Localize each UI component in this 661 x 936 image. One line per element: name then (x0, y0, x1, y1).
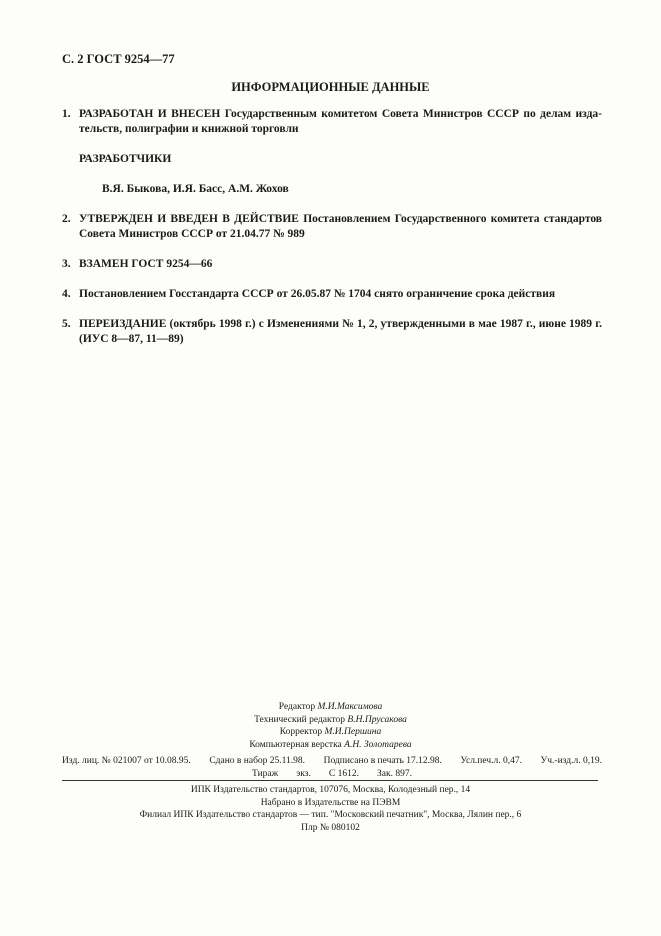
credit-role: Корректор (279, 727, 323, 737)
footer-line: ИПК Издательство стандартов, 107076, Москва, Колодезный пер., 14 (190, 785, 471, 795)
print-sheets: Усл.печ.л. 0,47. (460, 756, 523, 766)
info-item-1 (62, 107, 602, 137)
footer-line: Плр № 080102 (301, 822, 360, 833)
item-number: 5. (62, 318, 71, 330)
item-rest: Постановлением Государственного комитета стандартов Совета Министров СССР от 21.04.77 № 989 (79, 213, 602, 240)
signed-date: Подписано в печать 17.12.98. (323, 756, 442, 766)
circulation-label: Тираж (252, 768, 279, 779)
developers-heading: РАЗРАБОТЧИКИ (79, 153, 172, 165)
footer-line: Филиал ИПК Издательство стандартов — тип. "Московский печатник", Москва, Лялин пер., 6 (139, 810, 522, 820)
info-items (62, 107, 602, 362)
credit-editor (0, 701, 661, 714)
credit-name: М.И.Максимова (317, 702, 383, 712)
item-text (79, 107, 602, 137)
item-text (79, 317, 602, 347)
item-lead: РАЗРАБОТАН И ВНЕСЕН (79, 108, 221, 120)
editorial-credits (0, 701, 661, 751)
publication-line-2 (62, 768, 602, 781)
item-number: 2. (62, 213, 71, 225)
item-rest: (октябрь 1998 г.) с Изменениями № 1, 2, утвержденными в мае 1987 г., июне 1989 г. (ИУС 8—87, 11—89) (79, 318, 602, 345)
credit-role: Редактор (278, 702, 316, 712)
running-head: С. 2 ГОСТ 9254—77 (62, 52, 175, 66)
item-lead: ПЕРЕИЗДАНИЕ (79, 318, 167, 330)
divider-rule (62, 780, 598, 781)
item-text (79, 287, 602, 302)
item-text (79, 212, 602, 242)
section-title: ИНФОРМАЦИОННЫЕ ДАННЫЕ (231, 80, 430, 94)
license-text: Изд. лиц. № 021007 от 10.08.95. (62, 756, 191, 766)
credit-tech-editor (0, 714, 661, 727)
footer-line: Набрано в Издательстве на ПЭВМ (260, 797, 401, 808)
credit-name: В.Н.Прусакова (347, 714, 407, 725)
copies-label: экз. (296, 768, 311, 779)
pub-sheets: Уч.-изд.л. 0,19. (540, 756, 602, 766)
item-number: 4. (62, 288, 71, 300)
order-number: Зак. 897. (377, 768, 412, 779)
typeset-date: Сдано в набор 25.11.98. (209, 756, 306, 766)
developers-names: В.Я. Быкова, И.Я. Басс, А.М. Жохов (102, 183, 289, 195)
item-rest: Постановлением Госстандарта СССР от 26.05.87 № 1704 снято ограничение срока действия (79, 288, 556, 300)
publication-details (62, 755, 602, 780)
credit-name: А.Н. Золотарева (344, 739, 412, 750)
publication-line-1 (62, 755, 602, 768)
credit-layout (0, 739, 661, 752)
item-number: 3. (62, 258, 71, 270)
publisher-footer (0, 784, 661, 834)
order-c: С 1612. (328, 768, 359, 779)
credit-corrector (0, 726, 661, 739)
credit-name: М.И.Першина (324, 727, 382, 737)
item-rest: Государственным комитетом Совета Министров СССР по делам издательств, полиграфии и книжной торговли (79, 108, 602, 135)
credit-role: Компьютерная верстка (249, 739, 342, 750)
info-item-3 (62, 257, 602, 272)
info-item-4 (62, 287, 602, 302)
item-lead: ВЗАМЕН ГОСТ 9254—66 (79, 258, 213, 270)
info-item-5 (62, 317, 602, 347)
info-item-2 (62, 212, 602, 242)
item-number: 1. (62, 108, 71, 120)
item-lead: УТВЕРЖДЕН И ВВЕДЕН В ДЕЙСТВИЕ (79, 213, 299, 225)
item-text (79, 257, 602, 272)
credit-role: Технический редактор (254, 714, 346, 725)
